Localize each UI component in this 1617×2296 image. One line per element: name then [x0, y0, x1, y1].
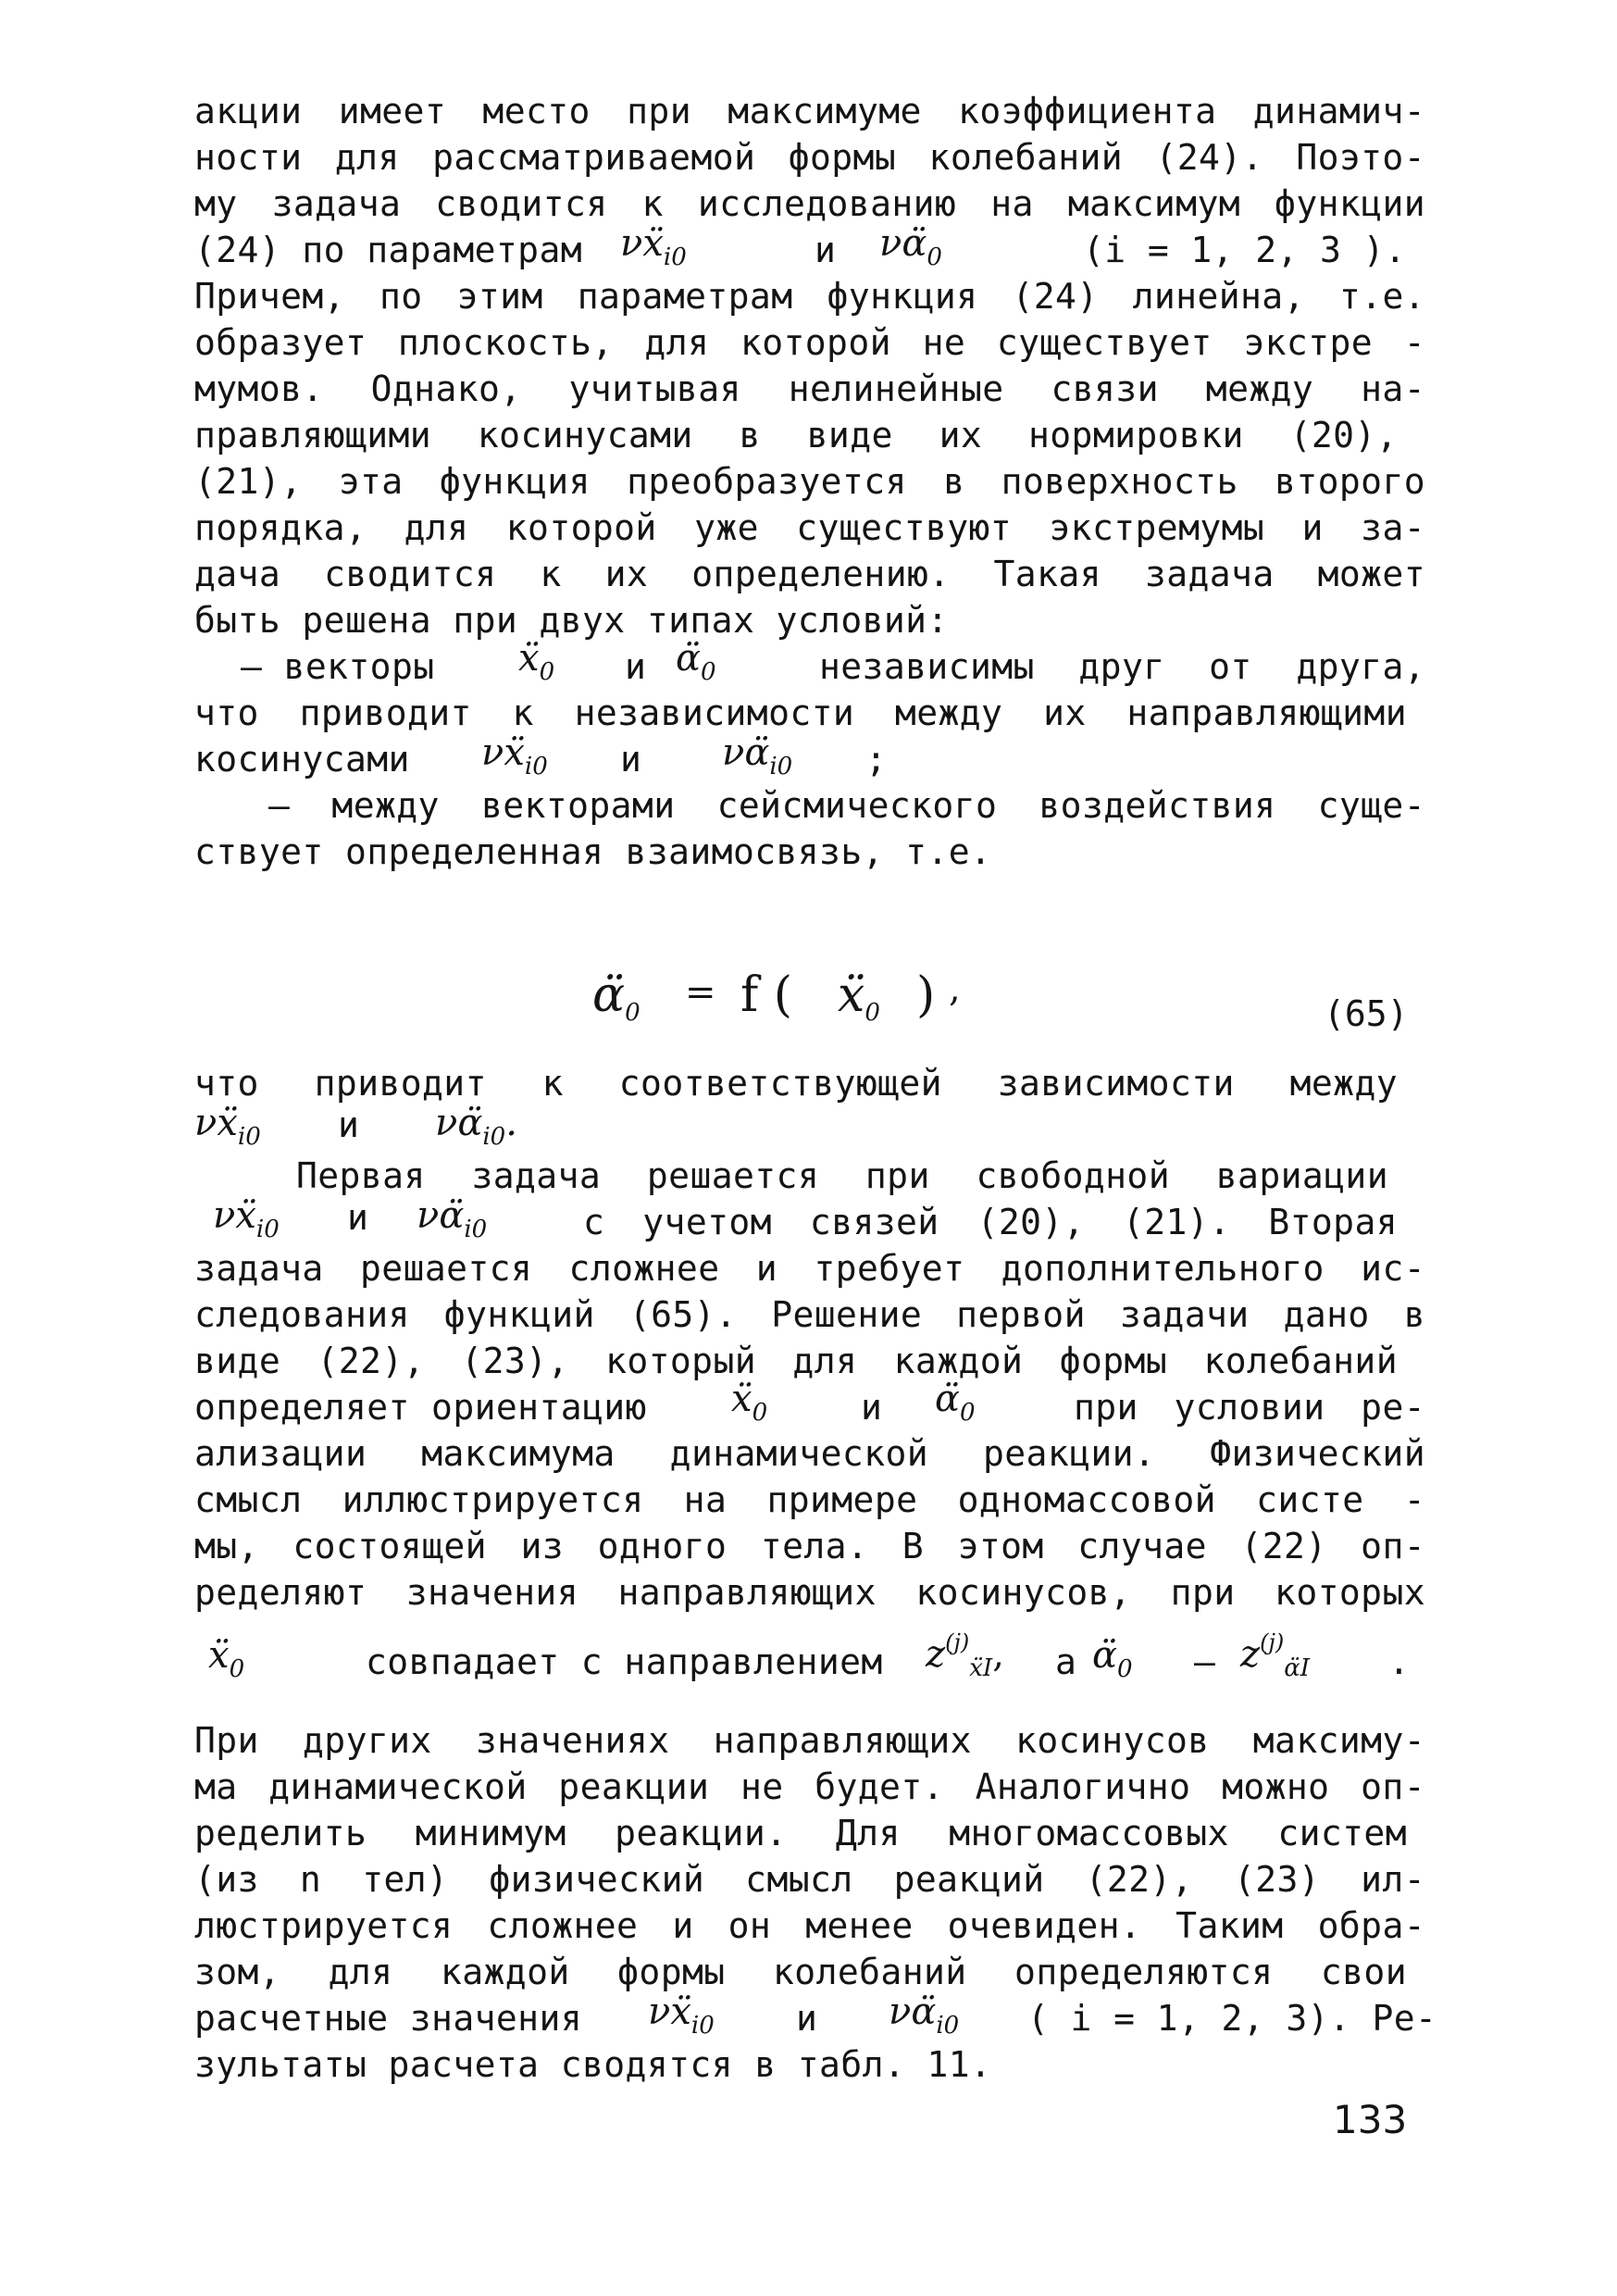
- conjunction: и: [625, 646, 647, 687]
- x0-vector-symbol: ẍ$_0$: [518, 637, 555, 686]
- text-line: дача сводится к их определению. Такая задача может: [194, 554, 1425, 594]
- text-line: зом, для каждой формы колебаний определяются свои: [194, 1952, 1407, 1992]
- text-line: люстрируется сложнее и он менее очевиден. Таким обра-: [194, 1905, 1425, 1946]
- text-line: косинусами: [194, 739, 410, 780]
- text-line: ределить минимум реакции. Для многомассовых систем: [194, 1813, 1407, 1853]
- text-fragment: совпадает с направлением: [366, 1641, 883, 1682]
- text-line: – между векторами сейсмического воздействия суще-: [268, 785, 1425, 826]
- text-line: мумов. Однако, учитывая нелинейные связи между на-: [194, 368, 1425, 409]
- nu-x-symbol: νẍ$_{i0}$: [194, 1102, 261, 1151]
- conjunction: и: [347, 1197, 369, 1238]
- text-line: виде (22), (23), который для каждой формы колебаний: [194, 1341, 1398, 1381]
- text-line: му задача сводится к исследованию на максимум функции: [194, 183, 1425, 224]
- alpha0-vector-symbol: $\alphä_0$: [935, 1378, 976, 1427]
- conjunction: а: [1055, 1641, 1077, 1682]
- text-fragment: независимы друг от друга,: [819, 646, 1425, 687]
- text-line: акции имеет место при максимуме коэффициента динамич-: [194, 91, 1425, 131]
- nu-alpha-symbol: $\nu\alphä_{i0}$: [889, 1990, 960, 2040]
- text-line: (из n тел) физический смысл реакций (22), (23) ил-: [194, 1859, 1425, 1900]
- text-line: (21), эта функция преобразуется в поверхность второго: [194, 461, 1425, 502]
- z-xI-symbol: $z^{(j)}_{ẍI}$,: [926, 1629, 1004, 1682]
- text-line: следования функций (65). Решение первой задачи дано в: [194, 1294, 1425, 1335]
- nu-x-symbol: νẍ$_{i0}$: [648, 1990, 715, 2040]
- z-alphaI-symbol: $z^{(j)}_{\alphäI}$: [1240, 1629, 1311, 1682]
- page-number: 133: [1333, 2097, 1408, 2142]
- nu-alpha-symbol: $\nu\alphä_{i0}$.: [435, 1102, 517, 1151]
- text-line: ма динамической реакции не будет. Аналогично можно оп-: [194, 1766, 1425, 1807]
- comma: ,: [949, 967, 961, 1010]
- x0-vector-symbol: ẍ$_0$: [208, 1634, 245, 1683]
- text-line: что приводит к соответствующей зависимости между: [194, 1063, 1398, 1104]
- nu-x-symbol: νẍ$_{i0}$: [481, 731, 548, 780]
- alpha0-vector-symbol: $\alphä_0$: [1092, 1634, 1133, 1683]
- equals-sign: =: [685, 971, 716, 1014]
- text-line: Первая задача решается при свободной вариации: [296, 1155, 1388, 1196]
- equation-65: [592, 949, 1425, 1032]
- index-range: ( i = 1, 2, 3). Ре-: [1027, 1998, 1437, 2039]
- conjunction: и: [620, 739, 642, 780]
- text-line: ствует определенная взаимосвязь, т.е.: [194, 831, 992, 872]
- text-line: – векторы: [241, 646, 435, 687]
- nu-alpha-symbol: $\nu\alphä_0$: [879, 222, 942, 271]
- text-line: образует плоскость, для которой не существует экстре -: [194, 322, 1425, 363]
- nu-alpha-symbol: $\nu\alphä_{i0}$: [722, 731, 793, 780]
- function-f: f (: [740, 967, 793, 1023]
- conjunction: и: [338, 1104, 360, 1145]
- text-fragment: с учетом связей (20), (21). Вторая: [583, 1202, 1398, 1242]
- text-line: Причем, по этим параметрам функция (24) линейна, т.е.: [194, 276, 1425, 317]
- dash: –: [1194, 1641, 1216, 1682]
- text-line: ализации максимума динамической реакции. Физический: [194, 1433, 1425, 1474]
- text-line: правляющими косинусами в виде их нормировки (20),: [194, 415, 1398, 455]
- text-line: быть решена при двух типах условий:: [194, 600, 949, 641]
- punctuation: .: [1388, 1641, 1411, 1682]
- equation-number: (65): [1324, 993, 1409, 1034]
- text-line: порядка, для которой уже существуют экстремумы и за-: [194, 507, 1425, 548]
- alpha0-vector-symbol: $\alphä_0$: [592, 967, 641, 1027]
- conjunction: и: [815, 230, 837, 270]
- conjunction: и: [796, 1998, 818, 2039]
- conjunction: и: [861, 1387, 883, 1428]
- text-fragment: при условии ре-: [1074, 1387, 1425, 1428]
- text-line: ределяют значения направляющих косинусов, при которых: [194, 1572, 1425, 1613]
- nu-x-symbol: νẍ$_{i0}$: [620, 222, 687, 271]
- text-line: (24) по параметрам: [194, 230, 583, 270]
- nu-alpha-symbol: $\nu\alphä_{i0}$: [417, 1194, 488, 1243]
- text-line: расчетные значения: [194, 1998, 583, 2039]
- text-line: задача решается сложнее и требует дополнительного ис-: [194, 1248, 1425, 1289]
- close-paren: ): [916, 967, 936, 1023]
- text-line: смысл иллюстрируется на примере одномассовой систе -: [194, 1479, 1425, 1520]
- punctuation: ;: [865, 739, 888, 780]
- nu-x-symbol: νẍ$_{i0}$: [213, 1194, 280, 1243]
- text-line: мы, состоящей из одного тела. В этом случае (22) оп-: [194, 1526, 1425, 1566]
- alpha0-vector-symbol: $\alphä_0$: [676, 637, 716, 686]
- text-line: определяет ориентацию: [194, 1387, 647, 1428]
- text-line: При других значениях направляющих косинусов максиму-: [194, 1720, 1425, 1761]
- x0-vector-symbol: ẍ$_0$: [838, 967, 880, 1027]
- index-range: (i = 1, 2, 3 ).: [1083, 230, 1407, 270]
- text-line: ности для рассматриваемой формы колебаний (24). Поэто-: [194, 137, 1425, 178]
- text-line: зультаты расчета сводятся в табл. 11.: [194, 2044, 992, 2085]
- x0-vector-symbol: ẍ$_0$: [731, 1378, 768, 1427]
- text-line: что приводит к независимости между их направляющими: [194, 693, 1407, 733]
